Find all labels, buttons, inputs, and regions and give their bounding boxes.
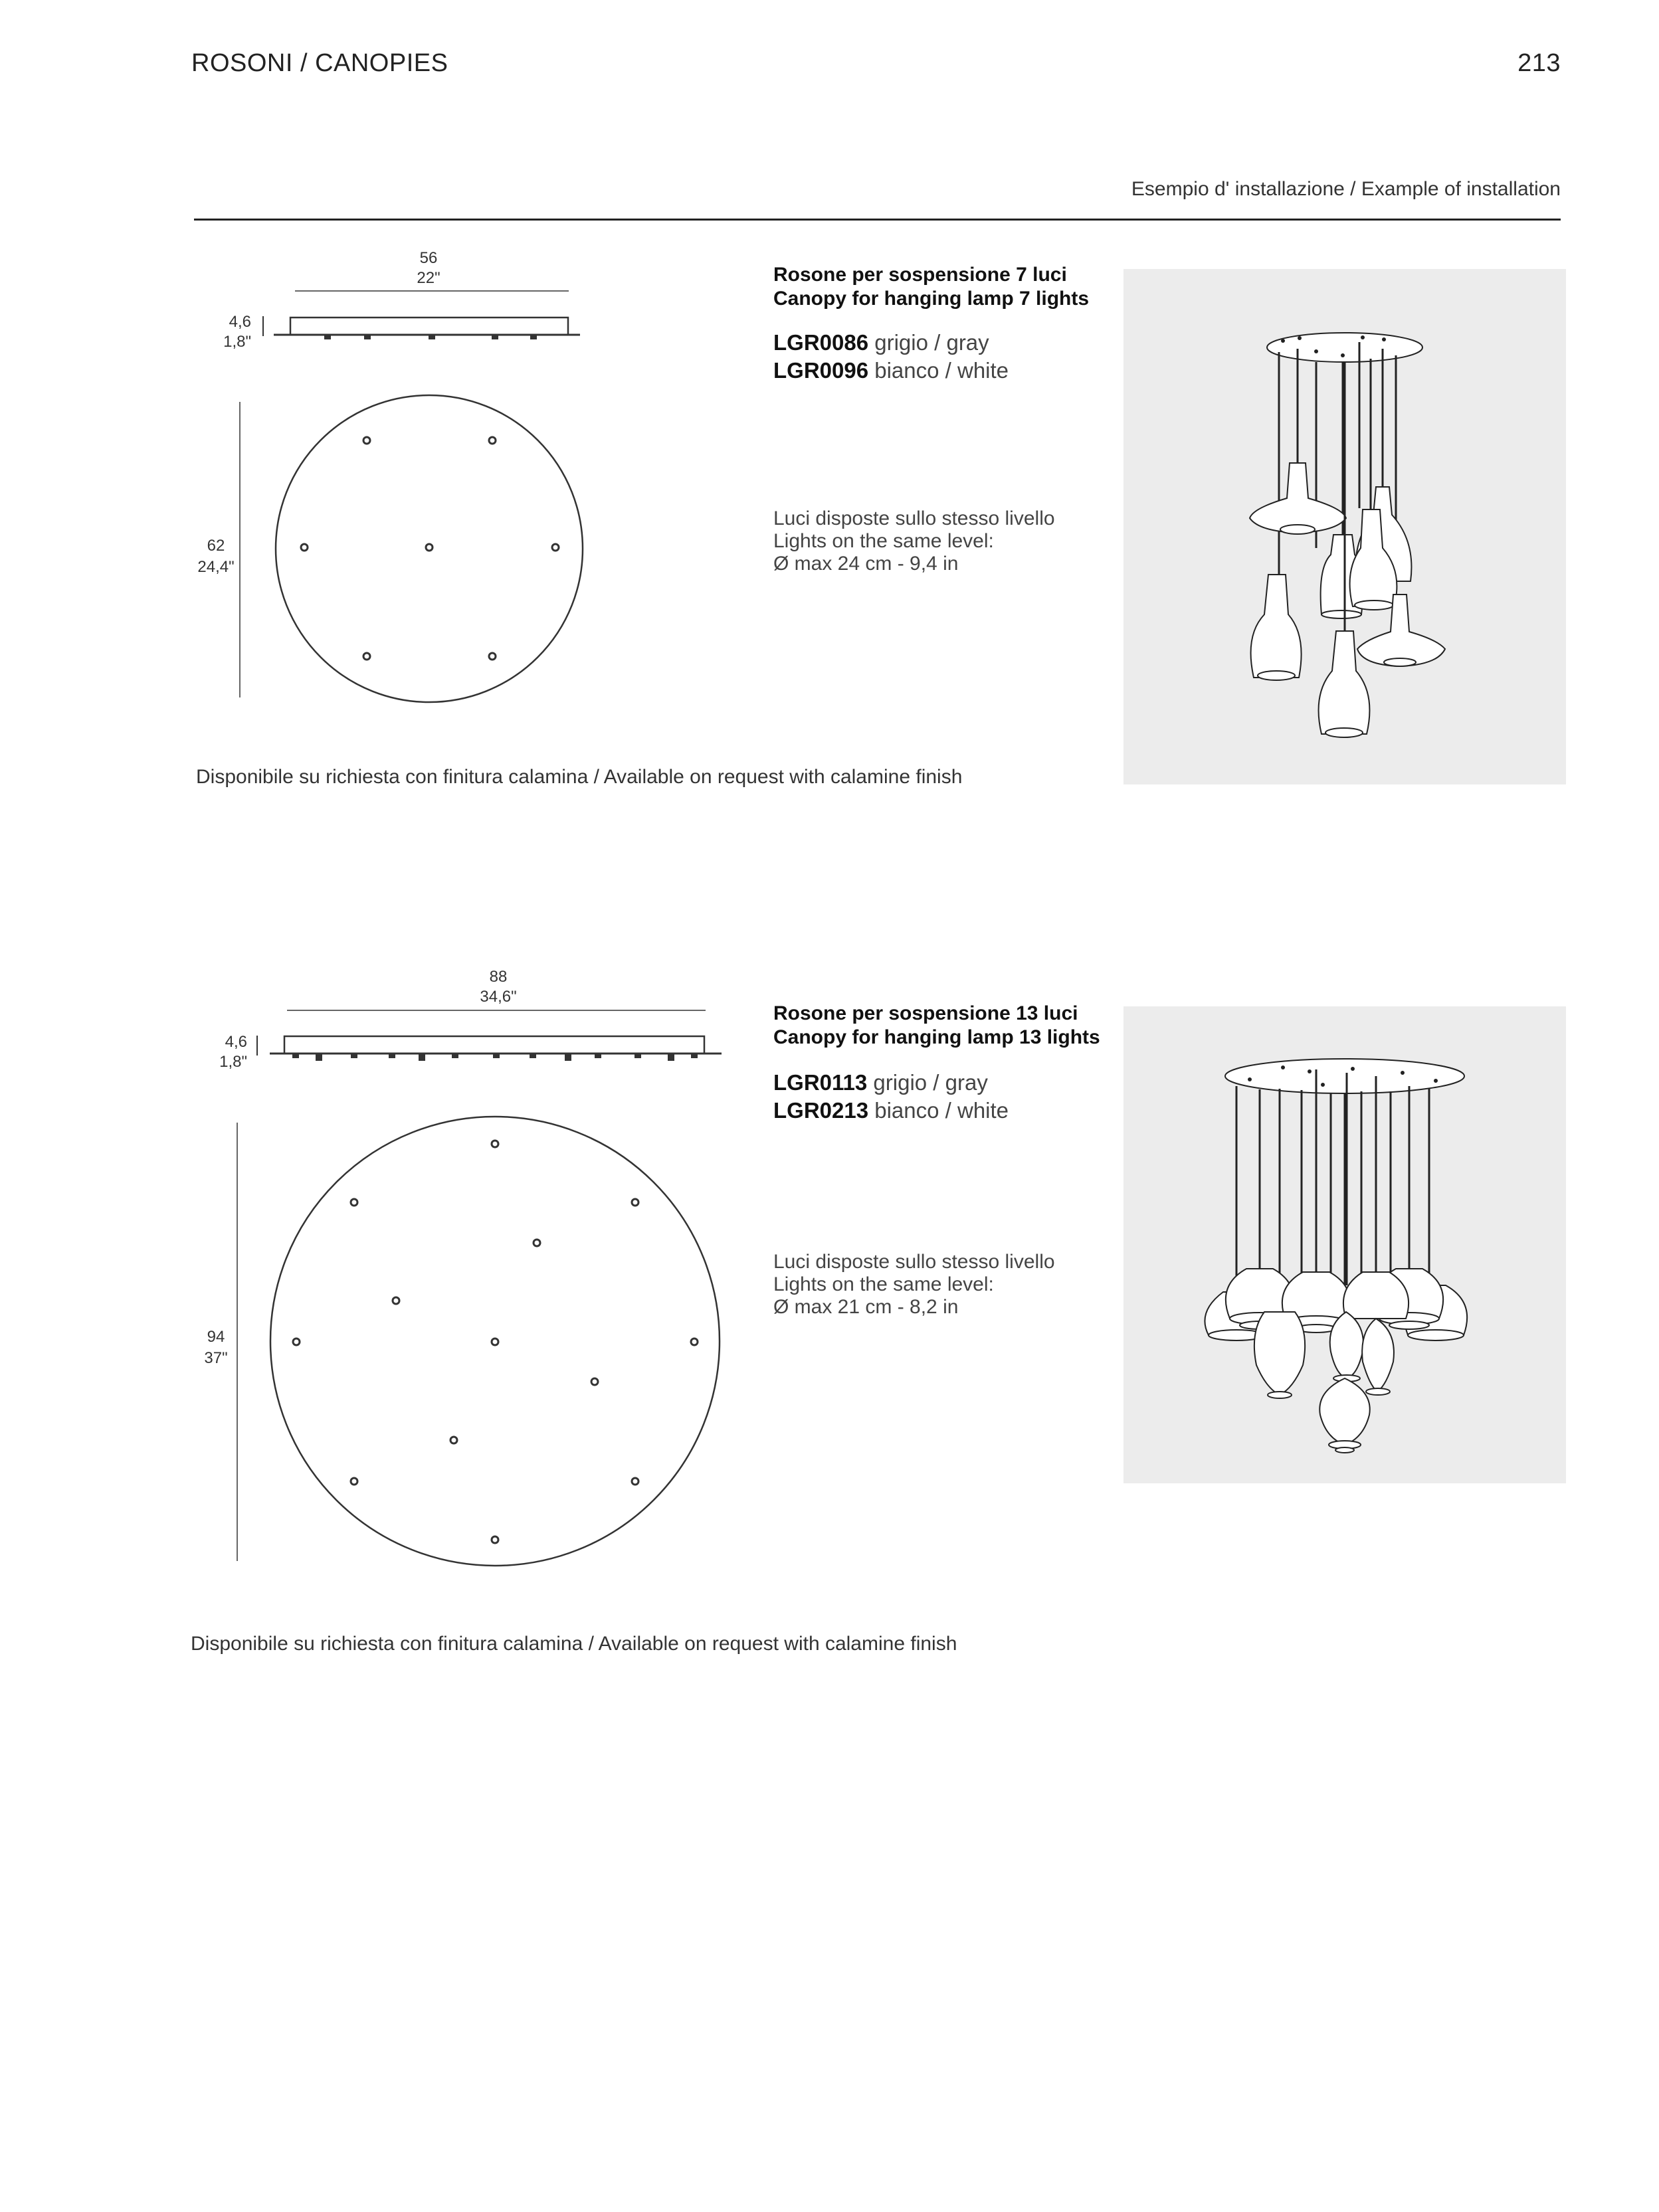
- width-in: 34,6": [480, 988, 517, 1006]
- product-finish: bianco / white: [874, 1098, 1009, 1123]
- height-cm: 4,6: [229, 313, 251, 331]
- height-in: 1,8": [223, 333, 251, 351]
- product-code: LGR0086: [773, 330, 869, 355]
- diameter-in: 24,4": [197, 558, 235, 576]
- availability-note: Disponibile su richiesta con finitura calamina / Available on request with calamine finish: [196, 766, 963, 788]
- availability-note: Disponibile su richiesta con finitura calamina / Available on request with calamine finish: [191, 1633, 957, 1655]
- page-number: 213: [1517, 49, 1561, 77]
- product-title-it: Rosone per sospensione 13 luci: [773, 1002, 1078, 1024]
- canopy-13-technical-drawing: [0, 930, 764, 1594]
- code-row: [773, 356, 1009, 385]
- installation-image-13-lights: [1123, 1006, 1566, 1483]
- product-code: LGR0096: [773, 358, 869, 383]
- diameter-in: 37": [204, 1349, 228, 1367]
- note-size: Ø max 21 cm - 8,2 in: [773, 1296, 959, 1318]
- note-it: Luci disposte sullo stesso livello: [773, 1251, 1055, 1273]
- product-finish: bianco / white: [874, 358, 1009, 383]
- note-en: Lights on the same level:: [773, 1273, 994, 1295]
- product-finish: grigio / gray: [874, 330, 989, 355]
- product-code: LGR0213: [773, 1098, 869, 1123]
- height-in: 1,8": [219, 1053, 247, 1071]
- height-cm: 4,6: [225, 1033, 247, 1051]
- width-cm: 56: [419, 249, 438, 267]
- product-code: LGR0113: [773, 1070, 868, 1095]
- note-size: Ø max 24 cm - 9,4 in: [773, 553, 959, 575]
- code-row: [773, 1068, 988, 1097]
- product-title-it: Rosone per sospensione 7 luci: [773, 264, 1067, 286]
- installation-image-7-lights: [1123, 269, 1566, 784]
- pendant-cluster-13-illustration: [1123, 1006, 1566, 1483]
- diameter-cm: 62: [207, 537, 225, 555]
- code-row: [773, 328, 989, 357]
- width-in: 22": [417, 269, 440, 287]
- product-title-en: Canopy for hanging lamp 7 lights: [773, 288, 1090, 310]
- product-title-en: Canopy for hanging lamp 13 lights: [773, 1026, 1100, 1048]
- pendant-cluster-7-illustration: [1123, 269, 1566, 784]
- note-en: Lights on the same level:: [773, 530, 994, 552]
- canopy-7-technical-drawing: [0, 0, 764, 717]
- width-cm: 88: [489, 968, 508, 986]
- section-title: ROSONI / CANOPIES: [191, 49, 448, 77]
- note-it: Luci disposte sullo stesso livello: [773, 507, 1055, 529]
- product-finish: grigio / gray: [873, 1070, 988, 1095]
- code-row: [773, 1096, 1009, 1125]
- installation-label: Esempio d' installazione / Example of installation: [1131, 178, 1561, 200]
- diameter-cm: 94: [207, 1328, 225, 1346]
